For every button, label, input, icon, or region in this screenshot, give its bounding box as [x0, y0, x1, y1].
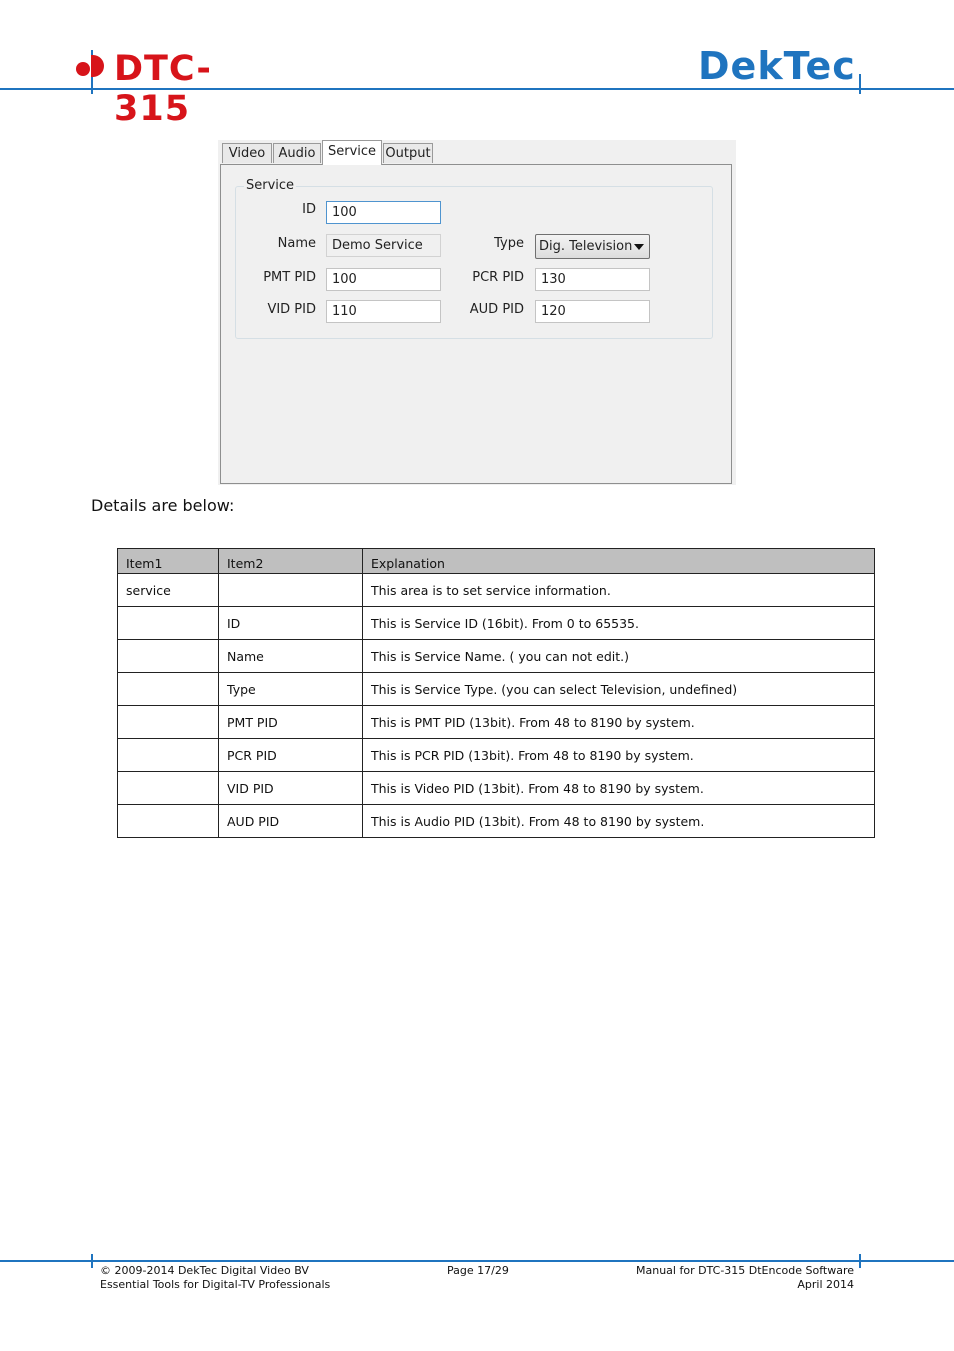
footer-rule-tick-right [859, 1254, 861, 1268]
pcr-pid-input[interactable]: 130 [535, 268, 650, 291]
lead-paragraph: Details are below: [91, 496, 235, 515]
tab-video[interactable]: Video [222, 143, 272, 163]
cell-item2: Type [219, 673, 363, 706]
column-header-item1: Item1 [118, 549, 219, 574]
name-label: Name [277, 236, 316, 251]
footer-date: April 2014 [797, 1278, 854, 1291]
cell-explanation: This is PMT PID (13bit). From 48 to 8190 by system. [363, 706, 875, 739]
cell-item2: PCR PID [219, 739, 363, 772]
cell-item2 [219, 574, 363, 607]
aud-pid-label: AUD PID [469, 302, 524, 317]
cell-item2: PMT PID [219, 706, 363, 739]
aud-pid-input[interactable]: 120 [535, 300, 650, 323]
cell-explanation: This is Video PID (13bit). From 48 to 8190 by system. [363, 772, 875, 805]
cell-item1 [118, 706, 219, 739]
chevron-down-icon [634, 244, 644, 250]
brand-logo: DekTec [698, 44, 856, 88]
cell-item1 [118, 607, 219, 640]
table-row [118, 706, 875, 739]
cell-explanation: This area is to set service information. [363, 574, 875, 607]
service-tab-panel [220, 164, 732, 484]
cell-explanation: This is PCR PID (13bit). From 48 to 8190 by system. [363, 739, 875, 772]
type-select-value: Dig. Television [539, 239, 633, 254]
tab-service[interactable]: Service [322, 140, 382, 165]
groupbox-title: Service [246, 178, 295, 193]
id-input[interactable]: 100 [326, 201, 441, 224]
product-logo-dot-icon [76, 62, 90, 76]
table-row [118, 673, 875, 706]
cell-explanation: This is Service ID (16bit). From 0 to 65535. [363, 607, 875, 640]
cell-item2: Name [219, 640, 363, 673]
cell-item1 [118, 640, 219, 673]
footer-page-number: Page 17/29 [447, 1264, 509, 1277]
cell-item1: service [118, 574, 219, 607]
product-title: DTC-315 [114, 49, 212, 129]
cell-item1 [118, 772, 219, 805]
pmt-pid-input[interactable]: 100 [326, 268, 441, 291]
pcr-pid-label: PCR PID [472, 270, 524, 285]
footer-manual-title: Manual for DTC-315 DtEncode Software [636, 1264, 854, 1277]
footer-rule [0, 1260, 954, 1262]
cell-item1 [118, 673, 219, 706]
id-label: ID [302, 202, 316, 217]
cell-item1 [118, 739, 219, 772]
vid-pid-label: VID PID [267, 302, 316, 317]
service-settings-dialog [218, 140, 736, 485]
cell-item1 [118, 805, 219, 838]
cell-explanation: This is Audio PID (13bit). From 48 to 8190 by system. [363, 805, 875, 838]
header-rule-tick-right [859, 74, 861, 94]
cell-item2: ID [219, 607, 363, 640]
tab-audio[interactable]: Audio [273, 143, 321, 163]
type-select[interactable] [535, 234, 650, 259]
cell-item2: VID PID [219, 772, 363, 805]
tab-output[interactable]: Output [383, 143, 433, 163]
footer-tagline: Essential Tools for Digital-TV Professionals [100, 1278, 331, 1291]
name-field: Demo Service [326, 234, 441, 257]
table-row [118, 640, 875, 673]
product-logo [76, 49, 276, 129]
details-table [117, 548, 875, 838]
pmt-pid-label: PMT PID [263, 270, 316, 285]
column-header-explanation: Explanation [363, 549, 875, 574]
table-row [118, 805, 875, 838]
table-row [118, 574, 875, 607]
vid-pid-input[interactable]: 110 [326, 300, 441, 323]
cell-explanation: This is Service Name. ( you can not edit.) [363, 640, 875, 673]
cell-item2: AUD PID [219, 805, 363, 838]
table-row [118, 772, 875, 805]
table-header-row [118, 549, 875, 574]
table-row [118, 739, 875, 772]
table-row [118, 607, 875, 640]
type-label: Type [494, 236, 524, 251]
product-logo-mark-icon [91, 55, 104, 77]
cell-explanation: This is Service Type. (you can select Television, undefined) [363, 673, 875, 706]
service-groupbox [235, 178, 713, 339]
footer-copyright: © 2009-2014 DekTec Digital Video BV [100, 1264, 309, 1277]
footer-rule-tick-left [91, 1254, 93, 1268]
column-header-item2: Item2 [219, 549, 363, 574]
